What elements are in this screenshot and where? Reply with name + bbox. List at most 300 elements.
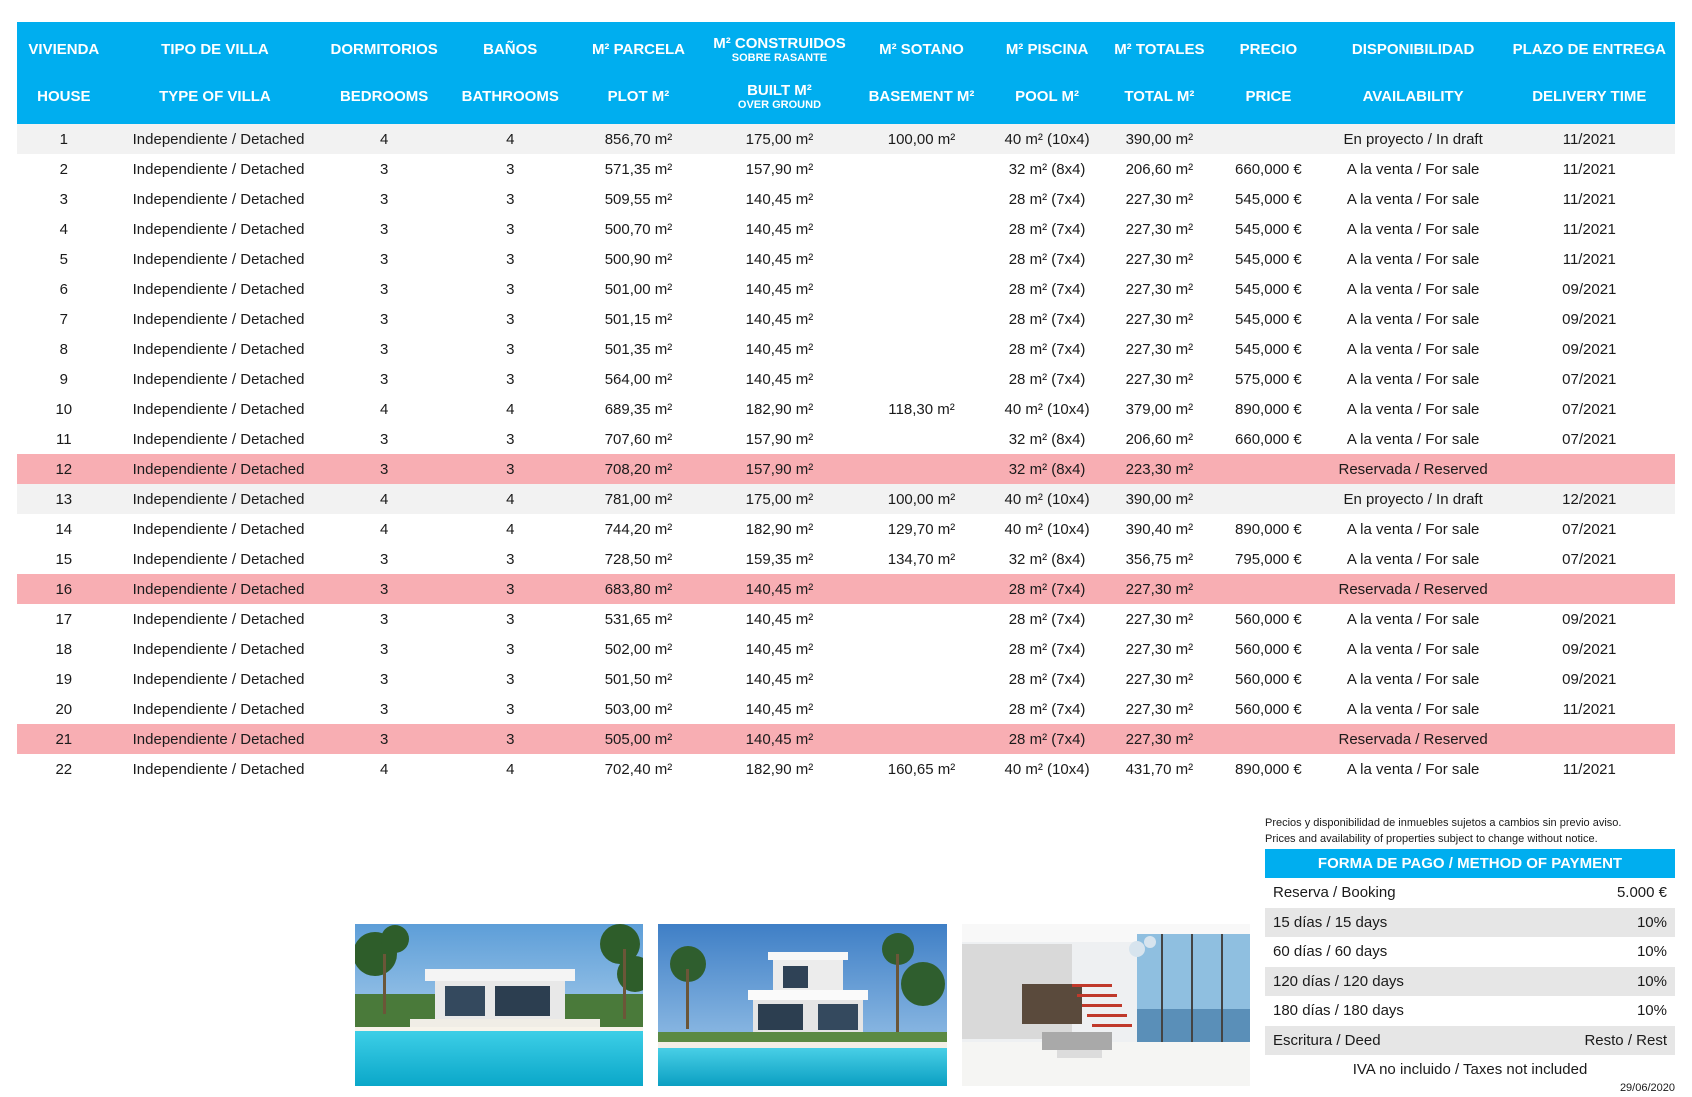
cell-basement: 100,00 m² (853, 484, 989, 514)
cell-house: 14 (55, 520, 73, 538)
cell-built: 140,45 m² (745, 280, 814, 298)
cell-basement (853, 304, 989, 334)
cell-house: 5 (59, 250, 68, 268)
cell-bathrooms: 4 (506, 520, 515, 538)
cell-plot: 781,00 m² (571, 484, 705, 514)
cell-delivery: 11/2021 (1562, 250, 1616, 268)
cell-house: 21 (17, 724, 111, 754)
cell-bedrooms: 4 (319, 124, 449, 154)
cell-bedrooms: 3 (379, 250, 389, 268)
cell-plot: 708,20 m² (571, 454, 705, 484)
cell-price (1214, 484, 1323, 514)
table-row (17, 484, 1675, 514)
cell-house: 20 (55, 700, 73, 718)
cell-plot: 728,50 m² (604, 550, 673, 568)
cell-type: Independiente / Detached (132, 220, 305, 238)
cell-type: Independiente / Detached (132, 430, 305, 448)
cell-pool: 28 m² (7x4) (1008, 670, 1086, 688)
cell-bathrooms: 3 (506, 610, 515, 628)
cell-plot: 501,35 m² (604, 340, 673, 358)
header-bathrooms-en: BATHROOMS (449, 73, 571, 124)
cell-total: 206,60 m² (1125, 160, 1194, 178)
cell-plot: 856,70 m² (571, 124, 705, 154)
cell-basement: 160,65 m² (887, 760, 956, 778)
cell-basement (853, 424, 989, 454)
table-row (17, 724, 1675, 754)
cell-bedrooms: 3 (319, 574, 449, 604)
cell-bathrooms: 4 (506, 400, 515, 418)
cell-type: Independiente / Detached (132, 550, 305, 568)
cell-type: Independiente / Detached (132, 700, 305, 718)
cell-price: 545,000 € (1235, 250, 1302, 268)
cell-plot: 707,60 m² (604, 430, 673, 448)
cell-bedrooms: 3 (379, 700, 389, 718)
cell-pool: 40 m² (10x4) (1004, 520, 1090, 538)
header-row-english (17, 73, 1675, 124)
cell-type: Independiente / Detached (132, 280, 305, 298)
cell-delivery: 09/2021 (1562, 610, 1617, 628)
payment-value: Resto / Rest (1584, 1031, 1667, 1049)
cell-bathrooms: 3 (506, 220, 515, 238)
cell-house: 17 (55, 610, 73, 628)
table-row (17, 424, 1675, 454)
cell-total: 227,30 m² (1105, 574, 1215, 604)
cell-delivery: 07/2021 (1562, 400, 1617, 418)
cell-built: 175,00 m² (706, 124, 854, 154)
cell-price: 560,000 € (1235, 640, 1302, 658)
cell-built: 159,35 m² (745, 550, 814, 568)
cell-built: 175,00 m² (706, 484, 854, 514)
cell-built: 157,90 m² (745, 160, 814, 178)
cell-type: Independiente / Detached (132, 670, 305, 688)
table-row (17, 754, 1675, 784)
cell-bedrooms: 3 (379, 370, 389, 388)
cell-plot: 501,15 m² (604, 310, 673, 328)
cell-bathrooms: 3 (449, 454, 571, 484)
cell-plot: 500,90 m² (604, 250, 673, 268)
header-total: M² TOTALES (1105, 22, 1215, 73)
cell-type: Independiente / Detached (111, 574, 320, 604)
cell-price: 890,000 € (1235, 400, 1302, 418)
cell-availability: A la venta / For sale (1346, 670, 1480, 688)
cell-house: 19 (55, 670, 73, 688)
cell-availability: En proyecto / In draft (1323, 484, 1504, 514)
cell-availability: En proyecto / In draft (1323, 124, 1504, 154)
cell-bathrooms: 3 (506, 430, 515, 448)
cell-basement: 134,70 m² (887, 550, 956, 568)
cell-availability: A la venta / For sale (1346, 220, 1480, 238)
header-type-en: TYPE OF VILLA (111, 73, 320, 124)
cell-total: 206,60 m² (1125, 430, 1194, 448)
cell-availability: A la venta / For sale (1346, 700, 1480, 718)
cell-bedrooms: 3 (319, 454, 449, 484)
cell-delivery: 09/2021 (1562, 310, 1617, 328)
cell-price: 575,000 € (1235, 370, 1302, 388)
header-plot-en: PLOT M² (571, 73, 705, 124)
cell-pool: 40 m² (10x4) (1004, 760, 1090, 778)
header-availability-en: AVAILABILITY (1323, 73, 1504, 124)
cell-total: 390,00 m² (1105, 484, 1215, 514)
cell-availability: A la venta / For sale (1346, 430, 1480, 448)
cell-availability: Reservada / Reserved (1323, 454, 1504, 484)
cell-house: 6 (59, 280, 68, 298)
table-row (17, 694, 1675, 724)
table-row (17, 184, 1675, 214)
table-row (17, 664, 1675, 694)
cell-total: 227,30 m² (1125, 370, 1194, 388)
cell-bedrooms: 3 (379, 190, 389, 208)
cell-basement (853, 244, 989, 274)
cell-basement: 118,30 m² (888, 400, 955, 418)
cell-bedrooms: 3 (379, 160, 389, 178)
cell-delivery (1504, 724, 1675, 754)
cell-pool: 28 m² (7x4) (1008, 310, 1086, 328)
header-basement: M² SOTANO (853, 22, 989, 73)
cell-house: 22 (55, 760, 73, 778)
cell-delivery: 11/2021 (1562, 160, 1616, 178)
cell-delivery: 07/2021 (1562, 430, 1617, 448)
cell-bathrooms: 4 (449, 484, 571, 514)
cell-bedrooms: 3 (379, 220, 389, 238)
cell-basement (853, 154, 989, 184)
header-type: TIPO DE VILLA (111, 22, 320, 73)
cell-built: 182,90 m² (745, 400, 814, 418)
header-built-main: M² CONSTRUIDOS (713, 34, 846, 52)
cell-basement (853, 334, 989, 364)
payment-label: 180 días / 180 days (1273, 1002, 1404, 1020)
cell-house: 7 (59, 310, 68, 328)
cell-built: 182,90 m² (745, 520, 814, 538)
tax-note: IVA no incluido / Taxes not included (1352, 1061, 1588, 1078)
cell-type: Independiente / Detached (132, 340, 305, 358)
payment-row (1265, 908, 1675, 938)
header-delivery-en: DELIVERY TIME (1504, 73, 1675, 124)
cell-total: 227,30 m² (1125, 340, 1194, 358)
cell-basement (853, 184, 989, 214)
payment-value: 5.000 € (1616, 884, 1667, 902)
cell-bedrooms: 3 (379, 280, 389, 298)
cell-pool: 32 m² (8x4) (1008, 430, 1086, 448)
cell-total: 227,30 m² (1125, 700, 1194, 718)
cell-basement (853, 364, 989, 394)
table-body (17, 124, 1675, 784)
cell-bedrooms: 3 (379, 640, 389, 658)
cell-total: 227,30 m² (1125, 640, 1194, 658)
cell-availability: A la venta / For sale (1346, 370, 1480, 388)
header-plot: M² PARCELA (571, 22, 705, 73)
cell-delivery: 07/2021 (1562, 550, 1617, 568)
cell-bathrooms: 3 (449, 574, 571, 604)
cell-plot: 571,35 m² (604, 160, 673, 178)
cell-built: 157,90 m² (745, 430, 814, 448)
payment-value: 10% (1636, 913, 1667, 931)
cell-house: 1 (17, 124, 111, 154)
cell-pool: 32 m² (8x4) (990, 454, 1105, 484)
cell-total: 223,30 m² (1105, 454, 1215, 484)
table-row (17, 634, 1675, 664)
header-house-en: HOUSE (17, 73, 111, 124)
table-row (17, 274, 1675, 304)
header-price-en: PRICE (1214, 73, 1323, 124)
cell-basement (853, 664, 989, 694)
cell-total: 227,30 m² (1125, 250, 1194, 268)
cell-plot: 564,00 m² (604, 370, 673, 388)
header-total-en: TOTAL M² (1105, 73, 1215, 124)
cell-house: 16 (17, 574, 111, 604)
cell-built: 140,45 m² (745, 670, 814, 688)
header-built-sub: SOBRE RASANTE (731, 51, 828, 64)
cell-delivery: 11/2021 (1562, 220, 1616, 238)
cell-total: 390,00 m² (1105, 124, 1215, 154)
cell-house: 15 (55, 550, 73, 568)
villa-front-pool-photo (658, 924, 947, 1086)
cell-total: 227,30 m² (1125, 220, 1194, 238)
cell-built: 140,45 m² (745, 310, 814, 328)
cell-availability: A la venta / For sale (1346, 340, 1480, 358)
cell-delivery: 11/2021 (1562, 190, 1616, 208)
cell-house: 4 (59, 220, 68, 238)
cell-plot: 501,50 m² (604, 670, 673, 688)
cell-type: Independiente / Detached (132, 310, 305, 328)
cell-plot: 509,55 m² (604, 190, 673, 208)
payment-label: Reserva / Booking (1273, 884, 1396, 902)
payment-label: 60 días / 60 days (1273, 943, 1388, 961)
payment-row (1265, 878, 1675, 908)
header-bedrooms: DORMITORIOS (319, 22, 449, 73)
cell-delivery: 11/2021 (1562, 760, 1616, 778)
table-row (17, 544, 1675, 574)
cell-pool: 28 m² (7x4) (1008, 220, 1086, 238)
table-row (17, 304, 1675, 334)
cell-bedrooms: 3 (319, 724, 449, 754)
cell-delivery: 09/2021 (1562, 640, 1617, 658)
cell-bedrooms: 3 (379, 310, 389, 328)
cell-pool: 40 m² (10x4) (1004, 400, 1090, 418)
cell-bedrooms: 3 (379, 340, 389, 358)
cell-price: 660,000 € (1235, 430, 1302, 448)
cell-basement: 129,70 m² (887, 520, 956, 538)
cell-pool: 28 m² (7x4) (990, 724, 1105, 754)
cell-type: Independiente / Detached (132, 250, 305, 268)
table-row (17, 334, 1675, 364)
payment-rows (1265, 878, 1675, 1055)
cell-basement (853, 274, 989, 304)
cell-house: 2 (59, 160, 68, 178)
cell-total: 227,30 m² (1125, 610, 1194, 628)
cell-availability: A la venta / For sale (1346, 400, 1480, 418)
table-row (17, 364, 1675, 394)
cell-house: 9 (59, 370, 68, 388)
disclaimer-spanish: Precios y disponibilidad de inmuebles sujetos a cambios sin previo aviso. (1265, 817, 1622, 829)
cell-availability: A la venta / For sale (1346, 190, 1480, 208)
payment-title: FORMA DE PAGO / METHOD OF PAYMENT (1265, 849, 1675, 878)
cell-pool: 28 m² (7x4) (1008, 610, 1086, 628)
cell-price: 660,000 € (1235, 160, 1302, 178)
cell-delivery: 09/2021 (1562, 340, 1617, 358)
cell-built: 140,45 m² (745, 700, 814, 718)
cell-availability: Reservada / Reserved (1323, 574, 1504, 604)
table-row (17, 514, 1675, 544)
cell-built: 140,45 m² (745, 190, 814, 208)
header-price: PRECIO (1214, 22, 1323, 73)
cell-plot: 744,20 m² (604, 520, 673, 538)
cell-house: 3 (59, 190, 68, 208)
cell-pool: 28 m² (7x4) (1008, 340, 1086, 358)
cell-house: 18 (55, 640, 73, 658)
cell-pool: 28 m² (7x4) (990, 574, 1105, 604)
header-built (706, 22, 854, 73)
cell-availability: A la venta / For sale (1346, 640, 1480, 658)
cell-type: Independiente / Detached (132, 640, 305, 658)
document-date: 29/06/2020 (1619, 1082, 1675, 1094)
cell-availability: A la venta / For sale (1346, 280, 1480, 298)
cell-price (1214, 124, 1323, 154)
cell-pool: 40 m² (10x4) (990, 124, 1105, 154)
payment-row (1265, 967, 1675, 997)
cell-built: 140,45 m² (706, 724, 854, 754)
cell-price: 545,000 € (1235, 310, 1302, 328)
cell-total: 227,30 m² (1125, 310, 1194, 328)
cell-house: 10 (55, 400, 73, 418)
cell-delivery: 11/2021 (1562, 700, 1616, 718)
cell-availability: A la venta / For sale (1346, 250, 1480, 268)
table-row (17, 454, 1675, 484)
cell-built: 140,45 m² (745, 370, 814, 388)
table-row (17, 154, 1675, 184)
cell-pool: 28 m² (7x4) (1008, 700, 1086, 718)
cell-plot: 702,40 m² (604, 760, 673, 778)
cell-pool: 32 m² (8x4) (1008, 160, 1086, 178)
cell-built: 140,45 m² (745, 250, 814, 268)
cell-built: 157,90 m² (706, 454, 854, 484)
cell-pool: 40 m² (10x4) (990, 484, 1105, 514)
cell-house: 13 (17, 484, 111, 514)
cell-price: 560,000 € (1235, 610, 1302, 628)
cell-type: Independiente / Detached (111, 454, 320, 484)
payment-row (1265, 996, 1675, 1026)
cell-price: 795,000 € (1235, 550, 1302, 568)
cell-availability: A la venta / For sale (1346, 160, 1480, 178)
payment-value: 10% (1636, 1002, 1667, 1020)
cell-bedrooms: 3 (379, 430, 389, 448)
cell-pool: 28 m² (7x4) (1008, 190, 1086, 208)
cell-type: Independiente / Detached (132, 190, 305, 208)
cell-house: 8 (59, 340, 68, 358)
cell-delivery: 11/2021 (1504, 124, 1675, 154)
payment-label: 15 días / 15 days (1273, 913, 1388, 931)
header-basement-en: BASEMENT M² (853, 73, 989, 124)
cell-total: 379,00 m² (1125, 400, 1194, 418)
cell-plot: 500,70 m² (604, 220, 673, 238)
villa-exterior-pool-photo (355, 924, 643, 1086)
cell-total: 227,30 m² (1125, 280, 1194, 298)
cell-type: Independiente / Detached (111, 724, 320, 754)
cell-type: Independiente / Detached (132, 520, 305, 538)
header-built-main-en: BUILT M² (747, 81, 812, 99)
table-row (17, 604, 1675, 634)
cell-basement (853, 724, 989, 754)
cell-built: 140,45 m² (745, 610, 814, 628)
cell-built: 140,45 m² (745, 640, 814, 658)
cell-house: 11 (56, 430, 72, 448)
header-house: VIVIENDA (17, 22, 111, 73)
cell-bedrooms: 4 (379, 520, 389, 538)
cell-total: 227,30 m² (1105, 724, 1215, 754)
villa-price-table (17, 22, 1675, 784)
cell-basement (853, 574, 989, 604)
cell-total: 227,30 m² (1125, 670, 1194, 688)
cell-bathrooms: 3 (506, 670, 515, 688)
cell-bathrooms: 3 (506, 370, 515, 388)
cell-type: Independiente / Detached (111, 124, 320, 154)
cell-delivery: 07/2021 (1562, 520, 1617, 538)
cell-bathrooms: 3 (506, 280, 515, 298)
payment-row (1265, 1026, 1675, 1056)
header-built-sub-en: OVER GROUND (737, 98, 822, 111)
cell-price (1214, 574, 1323, 604)
cell-availability: Reservada / Reserved (1323, 724, 1504, 754)
disclaimer-english: Prices and availability of properties subject to change without notice. (1265, 833, 1598, 845)
cell-plot: 531,65 m² (604, 610, 673, 628)
cell-type: Independiente / Detached (132, 400, 305, 418)
cell-type: Independiente / Detached (132, 160, 305, 178)
cell-basement (853, 634, 989, 664)
cell-bedrooms: 4 (379, 760, 389, 778)
cell-pool: 28 m² (7x4) (1008, 640, 1086, 658)
cell-price (1214, 454, 1323, 484)
cell-bathrooms: 3 (449, 724, 571, 754)
table-row (17, 574, 1675, 604)
cell-bathrooms: 4 (449, 124, 571, 154)
cell-bathrooms: 3 (506, 310, 515, 328)
cell-price: 545,000 € (1235, 280, 1302, 298)
cell-delivery (1504, 574, 1675, 604)
cell-plot: 689,35 m² (604, 400, 673, 418)
cell-pool: 28 m² (7x4) (1008, 280, 1086, 298)
cell-price: 545,000 € (1235, 220, 1302, 238)
header-availability: DISPONIBILIDAD (1323, 22, 1504, 73)
cell-availability: A la venta / For sale (1346, 520, 1480, 538)
cell-availability: A la venta / For sale (1346, 550, 1480, 568)
table-row (17, 214, 1675, 244)
payment-value: 10% (1636, 972, 1667, 990)
header-built-en (706, 73, 854, 124)
disclaimer (1265, 815, 1685, 847)
cell-built: 182,90 m² (745, 760, 814, 778)
cell-price: 560,000 € (1235, 700, 1302, 718)
cell-bathrooms: 3 (506, 700, 515, 718)
cell-basement (853, 214, 989, 244)
cell-availability: A la venta / For sale (1346, 610, 1480, 628)
cell-type: Independiente / Detached (111, 484, 320, 514)
cell-total: 356,75 m² (1125, 550, 1194, 568)
header-bedrooms-en: BEDROOMS (319, 73, 449, 124)
payment-row (1265, 937, 1675, 967)
cell-plot: 505,00 m² (571, 724, 705, 754)
cell-delivery (1504, 454, 1675, 484)
cell-delivery: 09/2021 (1562, 670, 1617, 688)
cell-basement (853, 694, 989, 724)
cell-price (1214, 724, 1323, 754)
header-pool: M² PISCINA (990, 22, 1105, 73)
cell-price: 545,000 € (1235, 190, 1302, 208)
cell-plot: 501,00 m² (604, 280, 673, 298)
cell-delivery: 09/2021 (1562, 280, 1617, 298)
cell-house: 12 (17, 454, 111, 484)
header-bathrooms: BAÑOS (449, 22, 571, 73)
cell-type: Independiente / Detached (132, 610, 305, 628)
cell-type: Independiente / Detached (132, 370, 305, 388)
